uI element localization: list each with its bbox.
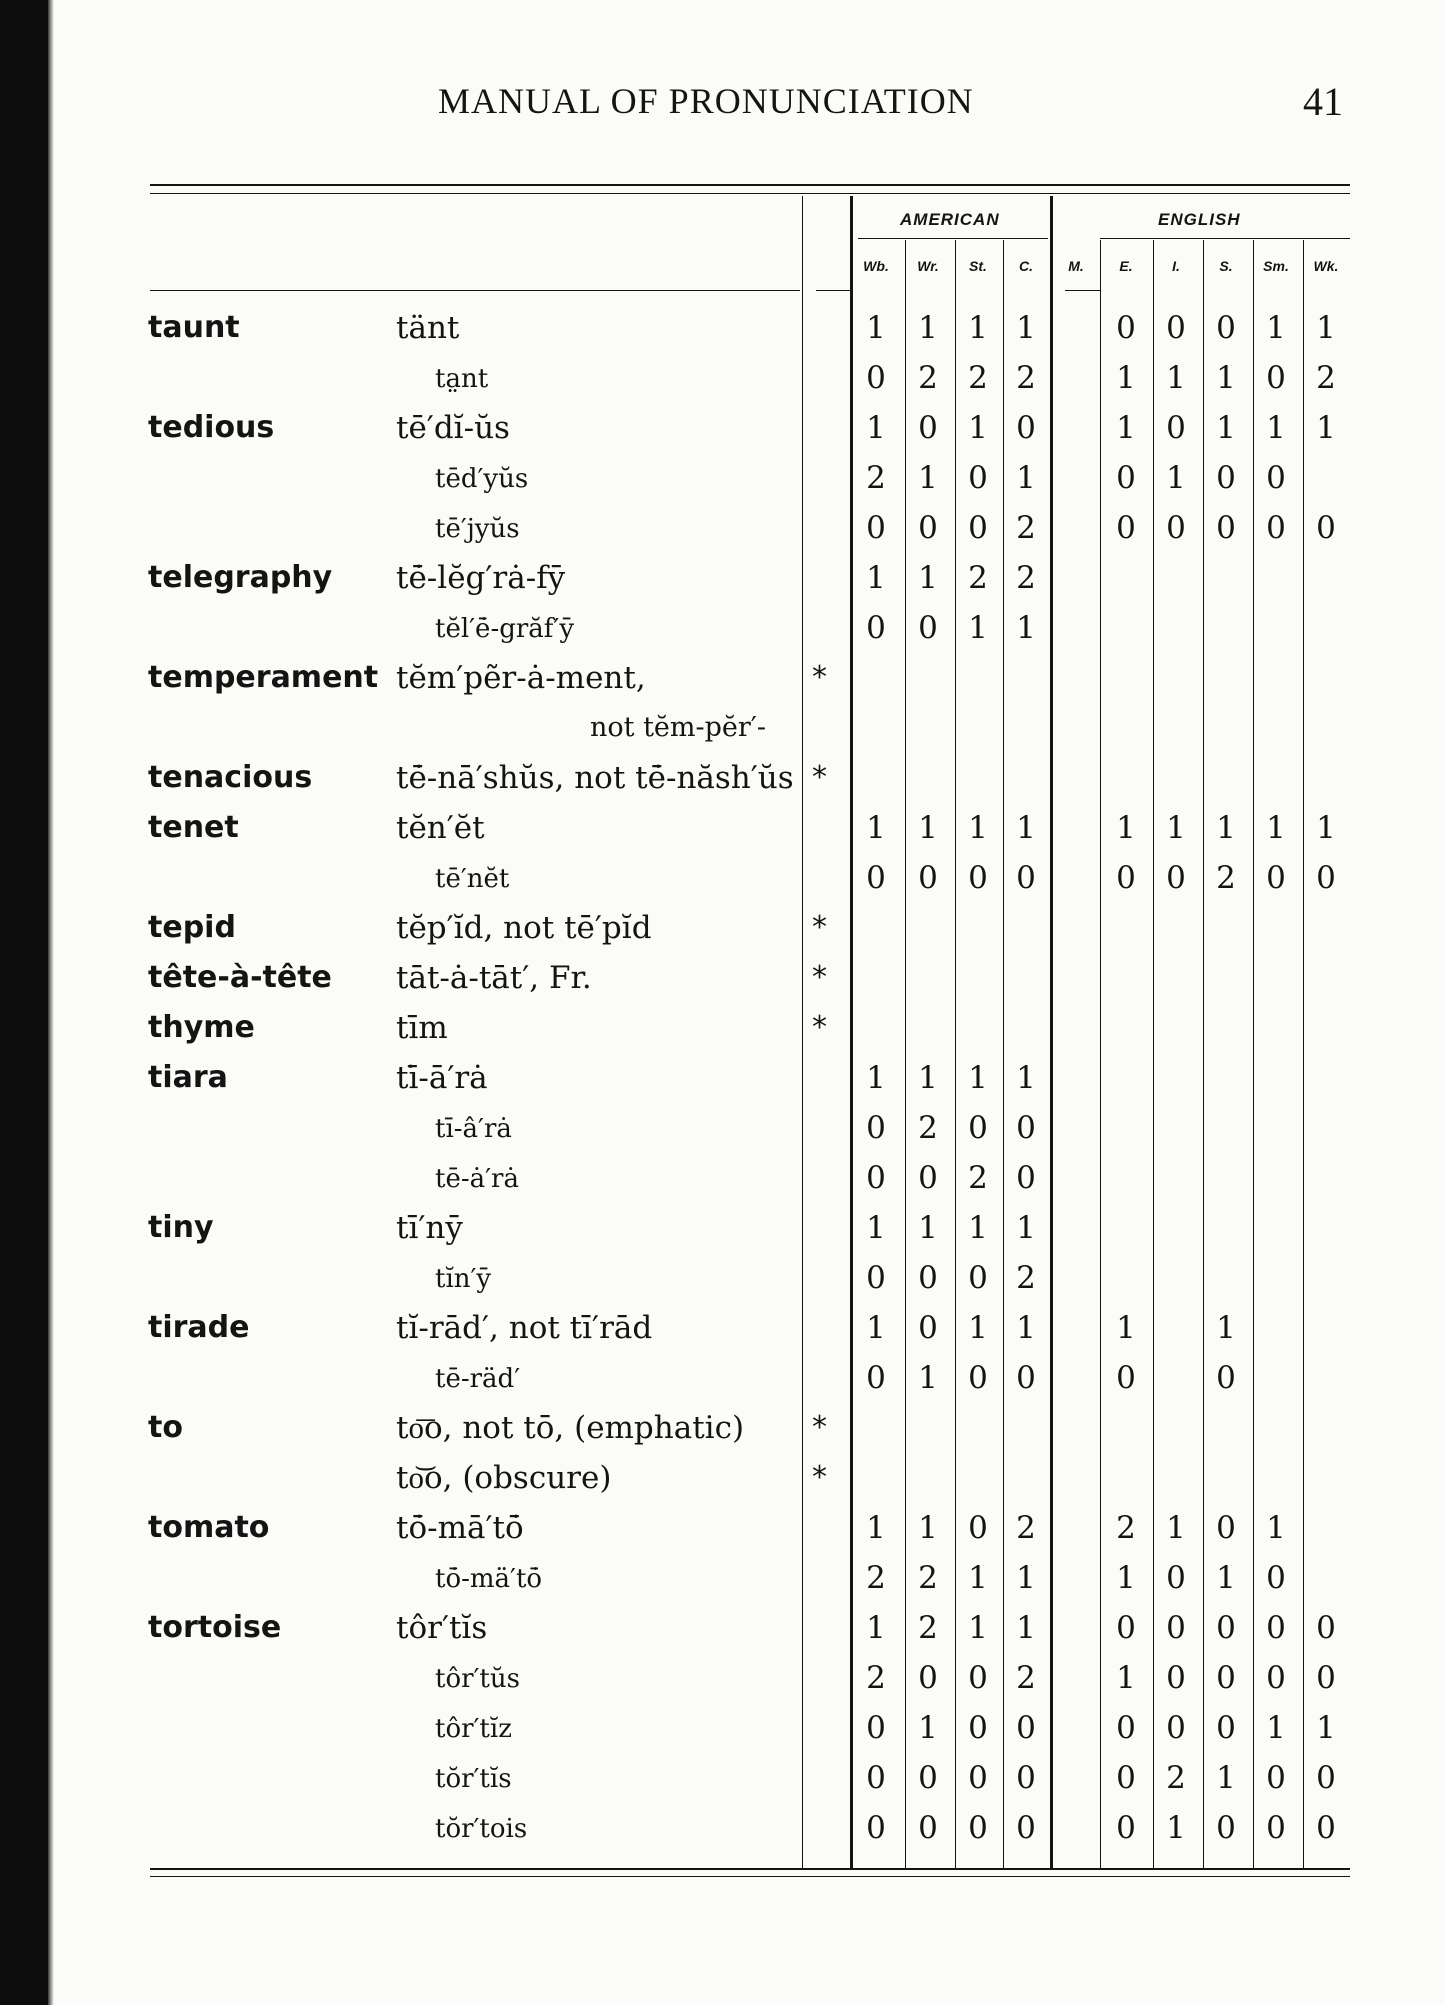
authority-count: 0 <box>1116 860 1136 896</box>
pronunciation: tē-ȧ′rȧ <box>435 1164 519 1194</box>
headword: tirade <box>148 1310 250 1345</box>
pronunciation: tôr′tĭs <box>396 1610 488 1646</box>
page-number: 41 <box>1303 79 1343 124</box>
authority-count: 1 <box>1316 410 1336 446</box>
column-header: Sm. <box>1263 258 1289 274</box>
authority-count: 2 <box>968 1160 988 1196</box>
pronunciation: tē̇-nā′shŭs, not tē̇-năsh′ŭs <box>396 760 794 796</box>
authority-count: 1 <box>1116 410 1136 446</box>
authority-count: 0 <box>1016 1110 1036 1146</box>
pronunciation: tāt-ȧ-tāt′, Fr. <box>396 960 592 996</box>
american-underline <box>858 238 1048 239</box>
authority-count: 1 <box>1316 1710 1336 1746</box>
pronunciation: to͝o, (obscure) <box>396 1460 612 1496</box>
authority-count: 1 <box>866 1310 886 1346</box>
header-rule-m <box>1065 290 1100 291</box>
authority-count: 0 <box>866 1260 886 1296</box>
table-bottom-rule-thin <box>150 1876 1350 1877</box>
authority-count: 0 <box>1166 860 1186 896</box>
authority-count: 2 <box>866 460 886 496</box>
pronunciation: tĕp′ĭd, not tē′pĭd <box>396 910 652 946</box>
authority-count: 0 <box>866 1760 886 1796</box>
headword: tenacious <box>148 760 313 795</box>
authority-count: 1 <box>968 810 988 846</box>
authority-count: 0 <box>1266 1760 1286 1796</box>
authority-count: 0 <box>968 1360 988 1396</box>
preferred-mark: * <box>812 660 827 695</box>
authority-count: 1 <box>1216 1310 1236 1346</box>
authority-count: 0 <box>968 1110 988 1146</box>
pronunciation: tŏr′tois <box>435 1814 528 1844</box>
authority-count: 1 <box>1216 1760 1236 1796</box>
authority-count: 1 <box>1016 1560 1036 1596</box>
table-row <box>0 1452 1445 1502</box>
authority-count: 1 <box>866 1210 886 1246</box>
authority-count: 0 <box>1216 460 1236 496</box>
column-header: I. <box>1172 258 1180 274</box>
column-header: C. <box>1019 258 1033 274</box>
english-header: ENGLISH <box>1158 210 1241 229</box>
column-header: St. <box>969 258 987 274</box>
table-row <box>0 752 1445 802</box>
authority-count: 0 <box>1266 360 1286 396</box>
pronunciation: tī̇-ā′rȧ <box>396 1060 488 1096</box>
authority-count: 1 <box>1016 310 1036 346</box>
authority-count: 1 <box>1016 610 1036 646</box>
authority-count: 1 <box>1216 410 1236 446</box>
authority-count: 0 <box>1216 310 1236 346</box>
authority-count: 2 <box>1316 360 1336 396</box>
authority-count: 1 <box>918 1510 938 1546</box>
authority-count: 0 <box>968 1660 988 1696</box>
authority-count: 2 <box>866 1560 886 1596</box>
authority-count: 0 <box>968 1260 988 1296</box>
authority-count: 1 <box>1266 310 1286 346</box>
preferred-mark: * <box>812 1410 827 1445</box>
authority-count: 1 <box>866 310 886 346</box>
authority-count: 0 <box>1266 1560 1286 1596</box>
authority-count: 2 <box>968 560 988 596</box>
table-row <box>0 652 1445 702</box>
authority-count: 0 <box>1116 460 1136 496</box>
authority-count: 1 <box>866 410 886 446</box>
pronunciation: tē̇-lĕg′rȧ-fȳ <box>396 560 566 596</box>
authority-count: 1 <box>918 460 938 496</box>
running-title: MANUAL OF PRONUNCIATION <box>438 81 974 121</box>
column-header: M. <box>1068 258 1084 274</box>
authority-count: 0 <box>1316 1610 1336 1646</box>
pronunciation: to͞o, not tō, (emphatic) <box>396 1410 745 1446</box>
column-header: Wr. <box>917 258 939 274</box>
authority-count: 0 <box>1216 510 1236 546</box>
pronunciation: tīm <box>396 1010 448 1046</box>
pronunciation: tī′nȳ <box>396 1210 463 1246</box>
authority-count: 0 <box>968 1810 988 1846</box>
authority-count: 1 <box>1116 1560 1136 1596</box>
headword: taunt <box>148 310 240 345</box>
table-row <box>0 352 1445 402</box>
authority-count: 0 <box>1216 1510 1236 1546</box>
authority-count: 1 <box>918 1060 938 1096</box>
authority-count: 0 <box>1166 1660 1186 1696</box>
pronunciation: tĕn′ĕt <box>396 810 485 846</box>
authority-count: 2 <box>1016 1660 1036 1696</box>
pronunciation: ta̤nt <box>435 364 489 394</box>
pronunciation: tôr′tĭz <box>435 1714 512 1744</box>
authority-count: 0 <box>1116 1710 1136 1746</box>
authority-count: 1 <box>1266 1510 1286 1546</box>
authority-count: 1 <box>918 1360 938 1396</box>
preferred-mark: * <box>812 910 827 945</box>
authority-count: 2 <box>1016 1510 1036 1546</box>
authority-count: 1 <box>1116 360 1136 396</box>
authority-count: 0 <box>918 610 938 646</box>
authority-count: 0 <box>1016 1160 1036 1196</box>
authority-count: 0 <box>866 1110 886 1146</box>
authority-count: 1 <box>866 810 886 846</box>
authority-count: 0 <box>1266 1610 1286 1646</box>
authority-count: 0 <box>968 860 988 896</box>
authority-count: 1 <box>968 410 988 446</box>
table-row <box>0 802 1445 852</box>
authority-count: 0 <box>1016 410 1036 446</box>
authority-count: 0 <box>866 360 886 396</box>
authority-count: 0 <box>1266 460 1286 496</box>
authority-count: 0 <box>1116 510 1136 546</box>
preferred-mark: * <box>812 1460 827 1495</box>
authority-count: 1 <box>918 1710 938 1746</box>
authority-count: 0 <box>918 510 938 546</box>
table-row <box>0 552 1445 602</box>
authority-count: 0 <box>1116 1760 1136 1796</box>
pronunciation: not tĕm-pĕr′- <box>590 712 767 743</box>
authority-count: 1 <box>1116 1660 1136 1696</box>
pronunciation: tē′dĭ-ŭs <box>396 410 510 446</box>
pronunciation: tō̇-mā′tō̇ <box>396 1510 524 1546</box>
pronunciation: tĭn′ȳ <box>435 1264 492 1294</box>
table-row <box>0 1352 1445 1402</box>
table-row <box>0 1602 1445 1652</box>
authority-count: 0 <box>918 1310 938 1346</box>
headword: tepid <box>148 910 236 945</box>
authority-count: 1 <box>968 1610 988 1646</box>
authority-count: 0 <box>1116 1810 1136 1846</box>
table-row <box>0 1502 1445 1552</box>
table-row <box>0 602 1445 652</box>
table-row <box>0 852 1445 902</box>
authority-count: 0 <box>1116 1610 1136 1646</box>
table-row <box>0 302 1445 352</box>
authority-count: 2 <box>918 1610 938 1646</box>
authority-count: 1 <box>1266 410 1286 446</box>
authority-count: 0 <box>1166 1710 1186 1746</box>
authority-count: 1 <box>1316 310 1336 346</box>
authority-count: 1 <box>866 560 886 596</box>
authority-count: 0 <box>1016 1360 1036 1396</box>
authority-count: 1 <box>968 1060 988 1096</box>
authority-count: 0 <box>866 510 886 546</box>
authority-count: 1 <box>866 1610 886 1646</box>
table-row <box>0 1002 1445 1052</box>
table-row <box>0 1102 1445 1152</box>
headword: tiny <box>148 1210 214 1245</box>
authority-count: 1 <box>1166 360 1186 396</box>
table-row <box>0 1402 1445 1452</box>
table-row <box>0 402 1445 452</box>
table-row <box>0 952 1445 1002</box>
authority-count: 1 <box>1316 810 1336 846</box>
table-row <box>0 1152 1445 1202</box>
header-rule-star <box>816 290 850 291</box>
authority-count: 2 <box>1016 560 1036 596</box>
authority-count: 0 <box>918 860 938 896</box>
authority-count: 2 <box>1166 1760 1186 1796</box>
authority-count: 1 <box>1266 1710 1286 1746</box>
authority-count: 1 <box>1166 1510 1186 1546</box>
table-row <box>0 1252 1445 1302</box>
authority-count: 0 <box>968 1510 988 1546</box>
authority-count: 2 <box>918 1560 938 1596</box>
authority-count: 1 <box>1166 1810 1186 1846</box>
headword: tedious <box>148 410 275 445</box>
authority-count: 1 <box>1016 810 1036 846</box>
authority-count: 1 <box>866 1510 886 1546</box>
preferred-mark: * <box>812 760 827 795</box>
authority-count: 1 <box>968 1210 988 1246</box>
authority-count: 1 <box>918 810 938 846</box>
preferred-mark: * <box>812 1010 827 1045</box>
authority-count: 0 <box>866 1160 886 1196</box>
table-row <box>0 1752 1445 1802</box>
column-header: S. <box>1219 258 1233 274</box>
authority-count: 0 <box>1016 1710 1036 1746</box>
pronunciation: tī-â′rȧ <box>435 1114 512 1144</box>
authority-count: 0 <box>1266 1810 1286 1846</box>
authority-count: 1 <box>968 1560 988 1596</box>
authority-count: 0 <box>1216 1660 1236 1696</box>
authority-count: 0 <box>866 1710 886 1746</box>
headword: tomato <box>148 1510 270 1545</box>
authority-count: 2 <box>918 360 938 396</box>
authority-count: 1 <box>918 310 938 346</box>
authority-count: 0 <box>1216 1610 1236 1646</box>
table-row <box>0 1202 1445 1252</box>
table-bottom-rule <box>150 1868 1350 1870</box>
authority-count: 1 <box>1116 1310 1136 1346</box>
table-row <box>0 702 1445 752</box>
authority-count: 0 <box>968 1760 988 1796</box>
authority-count: 1 <box>918 1210 938 1246</box>
authority-count: 0 <box>866 860 886 896</box>
authority-count: 0 <box>1166 1560 1186 1596</box>
authority-count: 0 <box>1166 510 1186 546</box>
column-header: Wb. <box>863 258 889 274</box>
authority-count: 0 <box>1166 1610 1186 1646</box>
authority-count: 0 <box>1316 1660 1336 1696</box>
table-row <box>0 452 1445 502</box>
authority-count: 0 <box>1316 860 1336 896</box>
authority-count: 0 <box>968 510 988 546</box>
authority-count: 0 <box>1166 410 1186 446</box>
authority-count: 0 <box>1116 310 1136 346</box>
pronunciation: tŏr′tĭs <box>435 1764 512 1794</box>
column-header: E. <box>1119 258 1133 274</box>
authority-count: 0 <box>1316 510 1336 546</box>
authority-count: 1 <box>1116 810 1136 846</box>
authority-count: 2 <box>1216 860 1236 896</box>
headword: tenet <box>148 810 239 845</box>
headword: tête-à-tête <box>148 960 332 995</box>
authority-count: 2 <box>1016 360 1036 396</box>
english-underline <box>1100 238 1350 239</box>
authority-count: 1 <box>1216 810 1236 846</box>
authority-count: 2 <box>1116 1510 1136 1546</box>
authority-count: 0 <box>1316 1760 1336 1796</box>
table-row <box>0 1302 1445 1352</box>
authority-count: 0 <box>866 610 886 646</box>
authority-count: 1 <box>968 310 988 346</box>
authority-count: 0 <box>866 1810 886 1846</box>
pronunciation: tēd′yŭs <box>435 464 529 494</box>
authority-count: 0 <box>1316 1810 1336 1846</box>
headword: to <box>148 1410 183 1445</box>
authority-count: 1 <box>968 1310 988 1346</box>
headword: thyme <box>148 1010 255 1045</box>
table-row <box>0 1802 1445 1852</box>
authority-count: 0 <box>1016 860 1036 896</box>
preferred-mark: * <box>812 960 827 995</box>
pronunciation: tē′jyŭs <box>435 514 520 544</box>
authority-count: 0 <box>918 1260 938 1296</box>
headword: telegraphy <box>148 560 333 595</box>
headword: tortoise <box>148 1610 282 1645</box>
authority-count: 0 <box>918 1810 938 1846</box>
authority-count: 1 <box>968 610 988 646</box>
authority-count: 0 <box>1016 1810 1036 1846</box>
authority-count: 0 <box>866 1360 886 1396</box>
authority-count: 1 <box>1016 1210 1036 1246</box>
authority-count: 1 <box>1266 810 1286 846</box>
authority-count: 2 <box>866 1660 886 1696</box>
authority-count: 1 <box>1216 1560 1236 1596</box>
table-top-rule-thin <box>150 193 1350 194</box>
authority-count: 0 <box>1216 1810 1236 1846</box>
authority-count: 0 <box>1116 1360 1136 1396</box>
authority-count: 1 <box>1166 810 1186 846</box>
pronunciation: tē′nĕt <box>435 864 510 894</box>
authority-count: 0 <box>1216 1360 1236 1396</box>
authority-count: 2 <box>1016 1260 1036 1296</box>
authority-count: 0 <box>918 1160 938 1196</box>
authority-count: 1 <box>1216 360 1236 396</box>
table-row <box>0 1702 1445 1752</box>
authority-count: 0 <box>1216 1710 1236 1746</box>
authority-count: 2 <box>918 1110 938 1146</box>
authority-count: 0 <box>918 410 938 446</box>
authority-count: 1 <box>1016 1610 1036 1646</box>
authority-count: 0 <box>968 1710 988 1746</box>
authority-count: 1 <box>918 560 938 596</box>
authority-count: 2 <box>968 360 988 396</box>
authority-count: 1 <box>1016 460 1036 496</box>
table-row <box>0 502 1445 552</box>
pronunciation: tē-räd′ <box>435 1364 521 1394</box>
authority-count: 0 <box>918 1660 938 1696</box>
headword: tiara <box>148 1060 228 1095</box>
authority-count: 0 <box>1266 860 1286 896</box>
table-row <box>0 902 1445 952</box>
pronunciation: tänt <box>396 310 460 346</box>
table-row <box>0 1052 1445 1102</box>
pronunciation: tôr′tŭs <box>435 1664 520 1694</box>
authority-count: 0 <box>968 460 988 496</box>
authority-count: 0 <box>1266 1660 1286 1696</box>
headword: temperament <box>148 660 379 695</box>
authority-count: 0 <box>1266 510 1286 546</box>
pronunciation: tĕm′pẽr-ȧ-ment, <box>396 660 646 696</box>
pronunciation: tĕl′ē̇-grăf′ȳ <box>435 614 575 644</box>
pronunciation: tō̇-mä′tō̇ <box>435 1564 543 1594</box>
pronunciation: tĭ-rād′, not tī′rād <box>396 1310 653 1346</box>
authority-count: 0 <box>1016 1760 1036 1796</box>
american-header: AMERICAN <box>900 210 1000 229</box>
authority-count: 1 <box>1016 1310 1036 1346</box>
column-header: Wk. <box>1313 258 1339 274</box>
header-rule-left <box>150 290 800 291</box>
authority-count: 0 <box>918 1760 938 1796</box>
authority-count: 0 <box>1166 310 1186 346</box>
authority-count: 1 <box>866 1060 886 1096</box>
authority-count: 1 <box>1166 460 1186 496</box>
table-row <box>0 1552 1445 1602</box>
authority-count: 1 <box>1016 1060 1036 1096</box>
table-top-rule <box>150 184 1350 186</box>
table-row <box>0 1652 1445 1702</box>
authority-count: 2 <box>1016 510 1036 546</box>
